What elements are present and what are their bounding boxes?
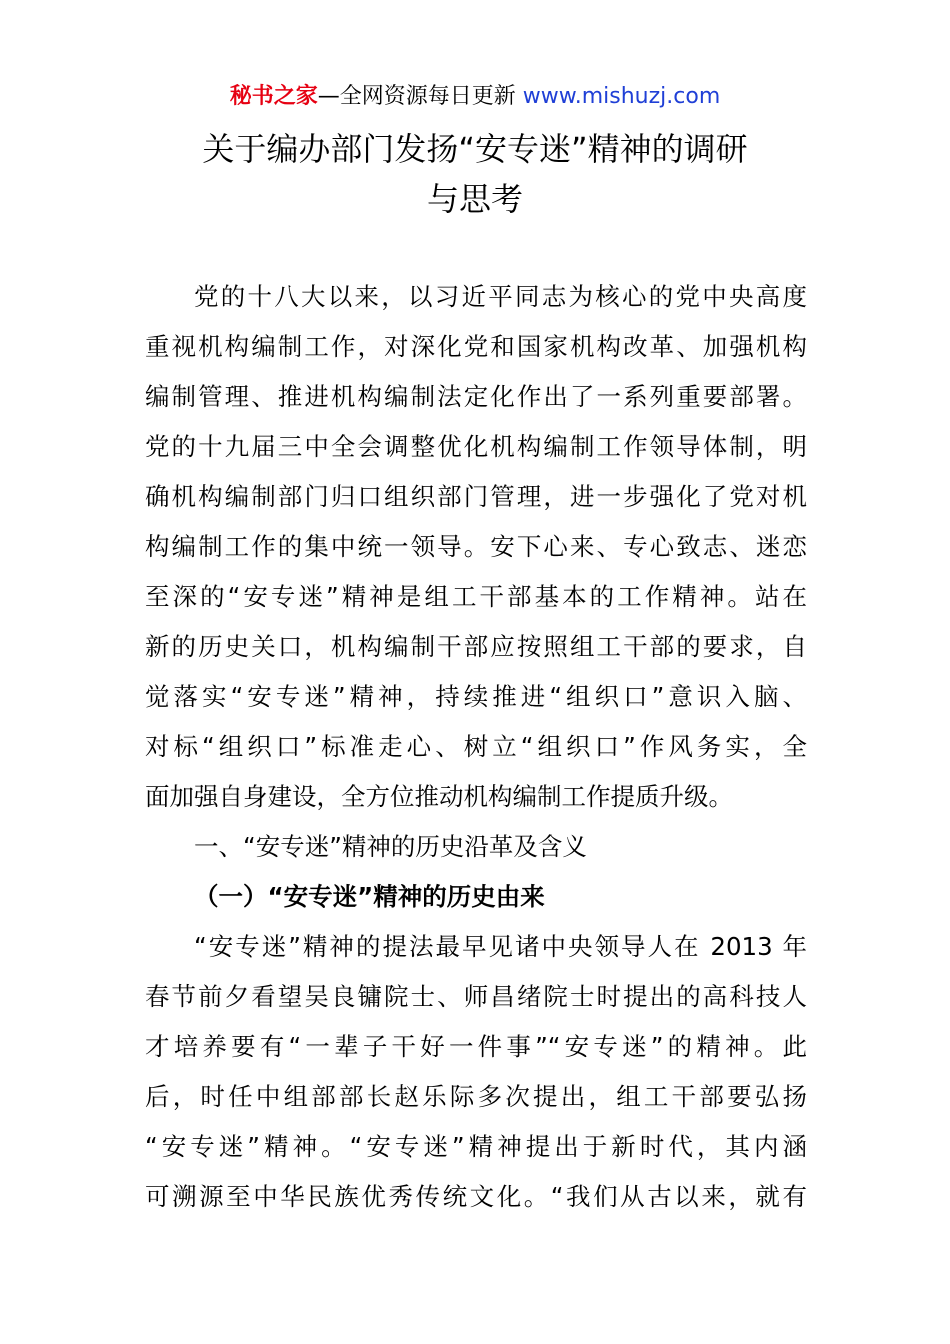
paragraph-line: 重视机构编制工作，对深化党和国家机构改革、加强机构 — [145, 332, 807, 361]
paragraph-line: 党的十八大以来，以习近平同志为核心的党中央高度 — [194, 282, 807, 311]
paragraph-line: 后，时任中组部部长赵乐际多次提出，组工干部要弘扬 — [145, 1082, 807, 1111]
paragraph-line: 春节前夕看望吴良镛院士、师昌绪院士时提出的高科技人 — [145, 982, 807, 1011]
paragraph-line: 才培养要有“一辈子干好一件事”“安专迷”的精神。此 — [145, 1032, 807, 1061]
paragraph-line: 党的十九届三中全会调整优化机构编制工作领导体制，明 — [145, 432, 807, 461]
title-line-2: 与思考 — [426, 180, 523, 218]
site-header — [0, 80, 950, 114]
title-line-1: 关于编办部门发扬“安专迷”精神的调研 — [202, 130, 748, 168]
paragraph-line: “安专迷”精神的提法最早见诸中央领导人在 2013 年 — [194, 932, 807, 961]
paragraph-line: 编制管理、推进机构编制法定化作出了一系列重要部署。 — [145, 382, 807, 411]
paragraph-line: 新的历史关口，机构编制干部应按照组工干部的要求，自 — [145, 632, 807, 661]
paragraph-line: 至深的“安专迷”精神是组工干部基本的工作精神。站在 — [145, 582, 807, 611]
section-heading: 一、“安专迷”精神的历史沿革及含义 — [194, 832, 587, 861]
paragraph-line: 觉落实“安专迷”精神，持续推进“组织口”意识入脑、 — [145, 682, 807, 711]
paragraph-line: “安专迷”精神。“安专迷”精神提出于新时代，其内涵 — [145, 1132, 807, 1161]
header-tagline: 全网资源每日更新 — [339, 84, 516, 109]
paragraph-line: 可溯源至中华民族优秀传统文化。“我们从古以来，就有 — [145, 1182, 807, 1211]
paragraph-line: 构编制工作的集中统一领导。安下心来、专心致志、迷恋 — [145, 532, 807, 561]
paragraph-line: 确机构编制部门归口组织部门管理，进一步强化了党对机 — [145, 482, 807, 511]
subsection-heading: （一）“安专迷”精神的历史由来 — [194, 882, 545, 911]
site-url-link[interactable]: www.mishuzj.com — [522, 84, 721, 109]
paragraph-line: 面加强自身建设，全方位推动机构编制工作提质升级。 — [145, 782, 733, 811]
paragraph-line: 对标“组织口”标准走心、树立“组织口”作风务实，全 — [145, 732, 807, 761]
brand-name: 秘书之家 — [229, 84, 318, 109]
header-dash: — — [317, 84, 340, 109]
document-title — [145, 124, 805, 224]
